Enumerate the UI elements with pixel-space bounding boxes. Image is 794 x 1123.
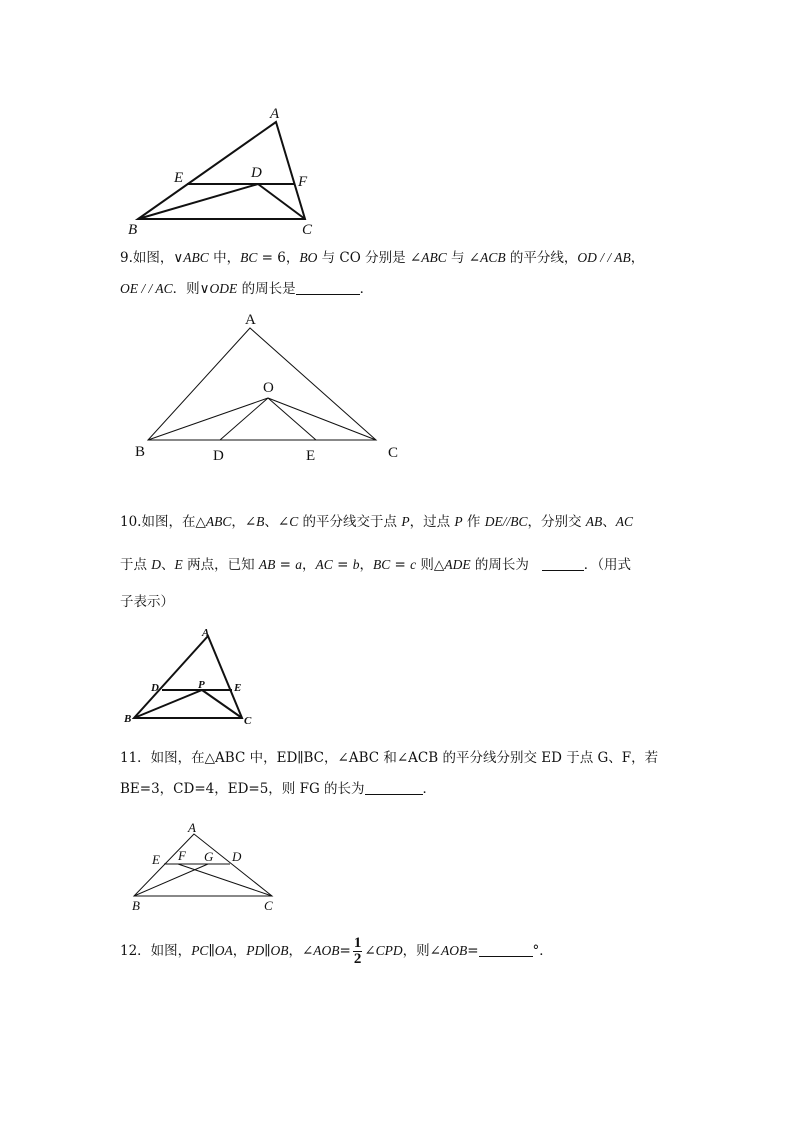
text: = [390,557,411,573]
label-b: B [128,222,138,238]
text: ，过点 [409,514,455,530]
text: ． [422,781,437,797]
math: AB [614,250,631,265]
label-a: A [188,820,196,835]
text: 、∠ [264,514,290,530]
math: a [295,557,303,572]
label-c: C [388,445,399,461]
label-f: F [178,848,186,863]
triangle-symbol: ∨ [173,250,184,266]
math: b [352,557,360,572]
text: 与 CO 分别是 ∠ [317,250,422,266]
question-9-line-2 [120,279,373,299]
math: AOB [440,943,468,958]
label-e: E [174,170,184,186]
text: ， [302,557,316,573]
math: ABC [183,250,209,265]
label-c: C [302,222,313,238]
math: BC [240,250,258,265]
label-d: D [232,849,242,864]
label-d: D [213,448,224,464]
text: 则△ [416,557,445,573]
text: ，∠ [288,943,314,959]
math: OA [214,943,233,958]
math: BO [299,250,318,265]
math: DE//BC [484,514,528,529]
math: AC [315,557,333,572]
figure-triangle-abc-efgd [124,814,284,914]
math: OD [577,250,597,265]
math: ADE [444,557,471,572]
label-a: A [270,106,280,122]
segment-bg [134,864,208,896]
label-b: B [135,444,146,460]
label-a: A [202,627,210,639]
math: B [256,514,265,529]
math: D [151,557,162,572]
figure-triangle-abc-pde [118,622,268,732]
text: = [339,943,351,959]
question-10-line-2 [120,555,631,575]
math: P [454,514,463,529]
question-10-line-3 [120,592,174,612]
question-11-line-1 [120,748,658,768]
label-g: G [204,849,214,864]
math: AC [615,514,634,529]
text: = [467,943,479,959]
label-c: C [264,898,273,913]
text: 的平分线， [505,250,578,266]
math: ACB [480,250,506,265]
text: 10.如图，在△ [120,514,206,530]
segment-od [220,398,268,440]
text: ∠ [364,943,376,959]
segment-bp [134,690,202,718]
label-c: C [244,715,252,727]
math: ODE [209,281,238,296]
math: ABC [421,250,447,265]
math: P [401,514,410,529]
math: CPD [375,943,403,958]
text: ∥ [208,943,215,959]
fraction-one-half [353,936,363,967]
label-o: O [263,380,274,396]
math: AOB [313,943,340,958]
math: ABC [205,514,232,529]
triangle-abc [148,328,376,440]
math: E [174,557,183,572]
label-p: P [198,679,205,691]
label-b: B [132,898,140,913]
text: 9.如图， [120,250,174,266]
math: PC [191,943,209,958]
math: AB [585,514,603,529]
question-12-line-1 [120,934,553,968]
text: ， [232,943,247,959]
text: = 6， [257,250,300,266]
math: AB [258,557,276,572]
segment-oe [268,398,316,440]
math: OE [120,281,138,296]
label-b: B [124,713,132,725]
label-d: D [251,165,262,181]
text: 中， [208,250,241,266]
text: ，分别交 [527,514,586,530]
label-d: D [151,682,159,694]
segment-bd [138,184,258,219]
answer-blank[interactable] [542,556,584,571]
math: AC [155,281,173,296]
text: = [332,557,353,573]
text: ∥ [264,943,271,959]
text: 的周长是 [237,281,296,297]
text: 子表示） [120,594,174,610]
label-e: E [234,682,242,694]
segment-bo [148,398,268,440]
label-e: E [152,852,160,867]
text: BE=3，CD=4，ED=5，则 FG 的长为 [120,781,365,797]
math: OB [270,943,289,958]
text: 的平分线交于点 [298,514,402,530]
text: 11．如图，在△ABC 中，ED∥BC，∠ABC 和∠ACB 的平分线分别交 ED 于点 G、F，若 [120,750,659,766]
text: 与 ∠ [446,250,481,266]
label-e: E [306,448,316,464]
answer-blank[interactable] [479,942,533,957]
math: BC [372,557,391,572]
fraction-numerator: 1 [353,935,362,951]
answer-blank[interactable] [296,280,360,295]
figure-triangle-abc-ode [130,310,420,470]
label-f: F [298,174,308,190]
text: 12．如图， [120,943,192,959]
text: °． [532,943,553,959]
text: ． [359,281,374,297]
question-9-line-1 [120,248,644,268]
text: ．则 [172,281,200,297]
math: / / [596,250,615,265]
triangle-symbol: ∨ [199,281,210,297]
text: ， [359,557,373,573]
text: 的周长为 [470,557,529,573]
text: ， [630,250,645,266]
math: / / [138,281,156,296]
math: C [289,514,299,529]
answer-blank[interactable] [365,780,423,795]
text: ，∠ [231,514,257,530]
label-a: A [245,312,256,328]
text: 、 [161,557,175,573]
text: 、 [602,514,616,530]
segment-co [268,398,376,440]
figure-triangle-abc-def [120,100,340,240]
question-11-line-2 [120,779,436,799]
text: ．（用式 [583,557,631,573]
fraction-denominator: 2 [353,951,362,967]
text: = [275,557,296,573]
question-10-line-1 [120,512,633,532]
text: 于点 [120,557,152,573]
triangle-abc [138,122,305,219]
text: ，则∠ [402,943,441,959]
math: PD [246,943,265,958]
math: c [410,557,417,572]
text: 作 [462,514,485,530]
text: 两点，已知 [182,557,259,573]
segment-cf [178,864,272,896]
